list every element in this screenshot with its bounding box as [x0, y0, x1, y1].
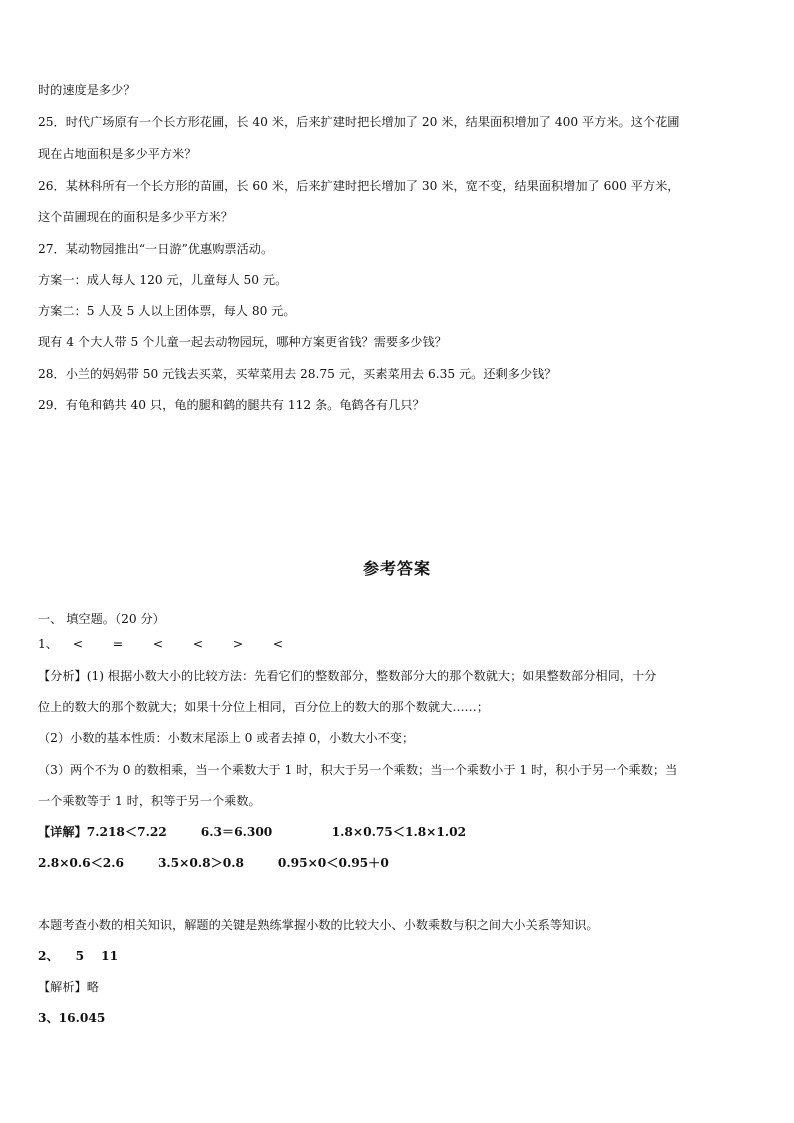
question-26-line-2: 这个苗圃现在的面积是多少平方米？ — [38, 210, 233, 224]
question-line: 时的速度是多少？ — [38, 83, 136, 97]
answer-3: 3、16.045 — [38, 1011, 106, 1025]
answers-title: 参考答案 — [362, 559, 431, 578]
answer-1-prefix: 1、 — [38, 637, 58, 651]
analysis-line-3: （2）小数的基本性质：小数末尾添上 0 或者去掉 0，小数大小不变； — [38, 731, 415, 745]
comparison-symbol: > — [232, 637, 244, 651]
analysis-line-1: 【分析】(1) 根据小数大小的比较方法：先看它们的整数部分，整数部分大的那个数就大；如果整数部分相同，十分 — [38, 669, 657, 683]
summary-line: 本题考查小数的相关知识，解题的关键是熟练掌握小数的比较大小、小数乘数与积之间大小关系等知识。 — [38, 918, 599, 932]
question-29: 29．有龟和鹤共 40 只，龟的腿和鹤的腿共有 112 条。龟鹤各有几只？ — [38, 398, 425, 412]
detail-line-1: 【详解】7.218＜7.22 6.3＝6.300 1.8×0.75＜1.8×1.02 — [38, 825, 467, 839]
question-25-line-1: 25．时代广场原有一个长方形花圃，长 40 米，后来扩建时把长增加了 20 米，结果面积增加了 400 平方米。这个花圃 — [38, 115, 680, 129]
question-27-line-1: 27．某动物园推出“一日游”优惠购票活动。 — [38, 242, 274, 256]
comparison-symbol: < — [152, 637, 164, 651]
question-27-plan-1: 方案一：成人每人 120 元，儿童每人 50 元。 — [38, 273, 288, 287]
answer-1-symbols — [38, 636, 758, 652]
answer-2: 2、 5 11 — [38, 949, 119, 963]
detail-line-2: 2.8×0.6＜2.6 3.5×0.8＞0.8 0.95×0＜0.95＋0 — [38, 856, 389, 870]
comparison-symbol: < — [72, 637, 84, 651]
comparison-symbol: < — [272, 637, 284, 651]
section-heading: 一、 填空题。（20 分） — [38, 612, 165, 626]
comparison-symbol: = — [112, 637, 124, 651]
question-27-line-4: 现有 4 个大人带 5 个儿童一起去动物园玩，哪种方案更省钱？需要多少钱？ — [38, 335, 447, 349]
question-27-plan-2: 方案二：5 人及 5 人以上团体票，每人 80 元。 — [38, 304, 296, 318]
analysis-line-5: 一个乘数等于 1 时，积等于另一个乘数。 — [38, 794, 261, 808]
comparison-symbol: < — [192, 637, 204, 651]
answer-2-note: 【解析】略 — [38, 980, 99, 994]
question-26-line-1: 26．某林科所有一个长方形的苗圃，长 60 米，后来扩建时把长增加了 30 米，宽不变，结果面积增加了 600 平方米， — [38, 179, 680, 193]
question-28: 28．小兰的妈妈带 50 元钱去买菜，买荤菜用去 28.75 元，买素菜用去 6.35 元。还剩多少钱？ — [38, 367, 557, 381]
analysis-line-4: （3）两个不为 0 的数相乘，当一个乘数大于 1 时，积大于另一个乘数；当一个乘数小于 1 时，积小于另一个乘数；当 — [38, 763, 678, 777]
question-25-line-2: 现在占地面积是多少平方米？ — [38, 147, 197, 161]
analysis-line-2: 位上的数大的那个数就大；如果十分位上相同，百分位上的数大的那个数就大……； — [38, 700, 489, 714]
